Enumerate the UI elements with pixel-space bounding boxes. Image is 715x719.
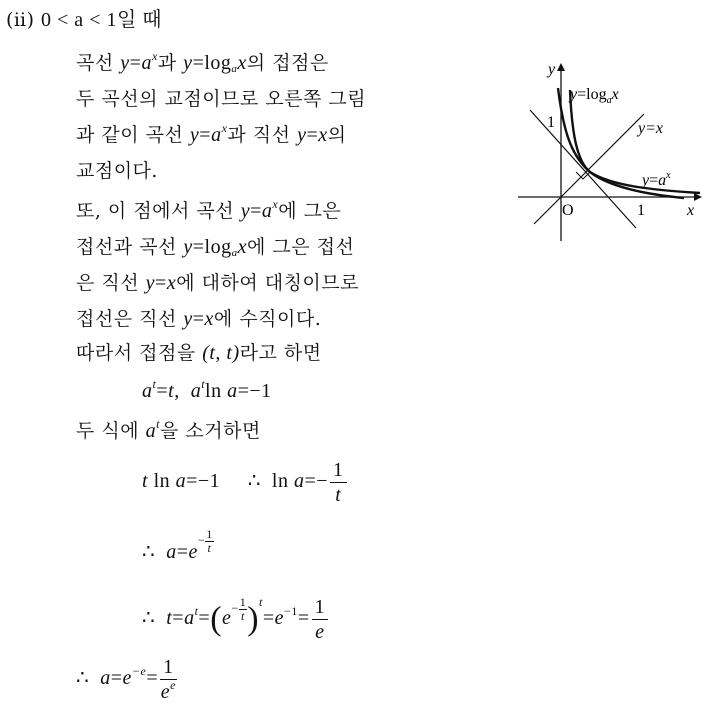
math-line-yx-2: y=x xyxy=(145,272,177,294)
x-axis-arrow xyxy=(694,193,702,201)
origin-label: O xyxy=(562,202,574,219)
text-line-10: 두 식에 $a^t$을 소거하면 xyxy=(76,417,261,442)
text-line-9: 따라서 접점을 (t, t)라고 하면 xyxy=(76,342,322,364)
math-point: (t, t) xyxy=(202,342,240,364)
case-condition: 0 < a < 1일 때 xyxy=(41,9,163,31)
one-x-label: 1 xyxy=(637,202,645,219)
log-curve xyxy=(570,90,684,198)
case-header xyxy=(6,7,162,33)
tangent-line xyxy=(530,110,636,228)
text-line-1: 곡선 $y=a^x$과 $y=\log_ax$의 접점은 xyxy=(76,49,329,75)
text-line-6: 접선과 곡선 $y=\log_ax$에 그은 접선 xyxy=(76,236,355,259)
equation-ln-a: t ln a=−1 ∴ ln a=− $\frac{1}{t}$ xyxy=(142,456,349,507)
tangent-graph xyxy=(512,58,712,248)
equation-t-value: ∴ $t=a^t=(e-$ $\frac{1}{t}$ )$^t=e^{-1}=$ $\frac{1}{e}$ xyxy=(142,580,330,646)
exp-curve-label: $y=a^x$ xyxy=(642,170,671,189)
text-line-4: 교점이다. xyxy=(76,160,158,182)
math-exp-curve: $y=a^x$ xyxy=(120,49,158,74)
one-y-label: 1 xyxy=(547,114,555,131)
math-log-curve: $y=\log_ax$ xyxy=(183,52,247,75)
math-log-curve-2: $y=\log_ax$ xyxy=(183,236,247,259)
text-line-7: 은 직선 y=x에 대하여 대칭이므로 xyxy=(76,272,359,294)
log-curve-label: $y=\log_ax$ xyxy=(570,86,619,106)
case-label: (ⅱ) xyxy=(6,9,35,31)
exp-curve xyxy=(558,88,700,193)
line-label: y=x xyxy=(638,120,663,137)
y-axis-arrow xyxy=(557,63,565,71)
equation-system: $a^t=t$, $a^t\ln$ a=−1 xyxy=(142,377,272,402)
text-line-5: 또, 이 점에서 곡선 $y=a^x$에 그은 xyxy=(76,197,342,222)
math-line-yx: y=x xyxy=(297,124,328,146)
text-line-2: 두 곡선의 교점이므로 오른쪽 그림 xyxy=(76,88,367,110)
math-exp-curve-2: $y=a^x$ xyxy=(189,121,228,146)
math-exp-curve-3: $y=a^x$ xyxy=(240,197,279,222)
text-line-8: 접선은 직선 y=x에 수직이다. xyxy=(76,308,322,330)
math-line-yx-3: y=x xyxy=(183,308,214,330)
text-line-3: 과 같이 곡선 $y=a^x$과 직선 y=x의 xyxy=(76,121,347,146)
equation-a-exp: ∴ a=e− $\frac{1}{t}$ xyxy=(142,526,213,563)
x-axis-label: x xyxy=(687,202,695,219)
y-axis-label: y xyxy=(548,61,556,78)
equation-final: ∴ $a=e^{-e}=$ $\frac{1}{e^e}$ xyxy=(76,655,176,703)
